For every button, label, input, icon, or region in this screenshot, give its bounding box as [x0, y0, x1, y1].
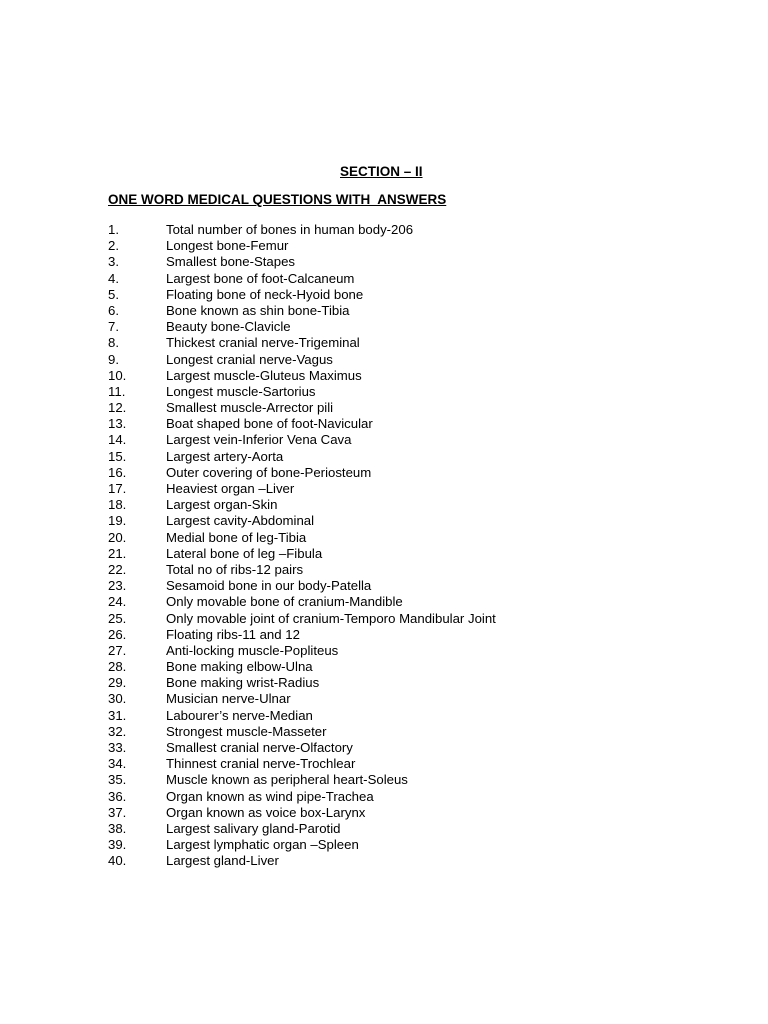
list-item-text: Largest gland-Liver	[166, 853, 279, 869]
list-item-number: 28.	[108, 659, 127, 675]
list-item-text: Smallest bone-Stapes	[166, 254, 296, 270]
list-item-text: Largest bone of foot-Calcaneum	[166, 270, 355, 286]
list-item	[108, 837, 496, 853]
list-item-number: 21.	[108, 545, 127, 561]
list-item-text: Medial bone of leg-Tibia	[166, 529, 307, 545]
list-item	[108, 287, 496, 303]
list-item-number: 2.	[108, 238, 119, 254]
list-item-number: 10.	[108, 367, 127, 383]
list-item	[108, 254, 496, 270]
list-item-text: Largest muscle-Gluteus Maximus	[166, 367, 362, 383]
list-item-number: 34.	[108, 756, 127, 772]
list-item	[108, 271, 496, 287]
list-item	[108, 708, 496, 724]
list-item-text: Bone making elbow-Ulna	[166, 659, 313, 675]
list-item-text: Largest lymphatic organ –Spleen	[166, 837, 359, 853]
list-item-text: Bone making wrist-Radius	[166, 675, 320, 691]
list-item-number: 31.	[108, 707, 127, 723]
list-item-number: 27.	[108, 642, 127, 658]
list-item	[108, 238, 496, 254]
list-item-number: 13.	[108, 416, 127, 432]
list-item-text: Longest cranial nerve-Vagus	[166, 351, 333, 367]
list-item	[108, 789, 496, 805]
list-item-text: Total no of ribs-12 pairs	[166, 561, 304, 577]
list-item-number: 24.	[108, 594, 127, 610]
list-item	[108, 546, 496, 562]
list-item	[108, 530, 496, 546]
list-item	[108, 465, 496, 481]
list-item-number: 17.	[108, 481, 127, 496]
list-item-number: 35.	[108, 772, 127, 788]
list-item	[108, 853, 496, 869]
list-item	[108, 481, 496, 497]
list-item	[108, 675, 496, 691]
list-item-number: 1.	[108, 222, 119, 237]
list-item-text: Largest salivary gland-Parotid	[166, 820, 341, 836]
list-item	[108, 303, 496, 319]
list-item-text: Floating bone of neck-Hyoid bone	[166, 286, 364, 302]
list-item	[108, 772, 496, 788]
list-item-text: Heaviest organ –Liver	[166, 481, 295, 496]
list-item-number: 37.	[108, 804, 127, 820]
list-item-number: 4.	[108, 270, 119, 286]
list-item-number: 33.	[108, 740, 127, 755]
list-item-text: Thickest cranial nerve-Trigeminal	[166, 335, 360, 351]
list-item-number: 32.	[108, 723, 127, 739]
list-item-number: 11.	[108, 383, 126, 399]
list-item-number: 14.	[108, 432, 127, 448]
list-item	[108, 513, 496, 529]
list-item	[108, 805, 496, 821]
list-item-text: Organ known as voice box-Larynx	[166, 804, 366, 820]
list-item-number: 19.	[108, 513, 127, 529]
list-item-text: Boat shaped bone of foot-Navicular	[166, 416, 373, 432]
section-title: SECTION – II	[340, 164, 423, 179]
list-item	[108, 659, 496, 675]
list-item-text: Thinnest cranial nerve-Trochlear	[166, 756, 356, 772]
list-item	[108, 368, 496, 384]
list-item	[108, 594, 496, 610]
list-item	[108, 497, 496, 513]
list-item-number: 23.	[108, 578, 127, 594]
list-item-number: 29.	[108, 675, 127, 691]
list-item	[108, 432, 496, 448]
list-item	[108, 756, 496, 772]
document-heading: ONE WORD MEDICAL QUESTIONS WITH ANSWERS	[108, 192, 447, 207]
list-item-number: 30.	[108, 691, 127, 707]
list-item-number: 18.	[108, 497, 127, 513]
list-item-number: 25.	[108, 610, 127, 626]
list-item	[108, 384, 496, 400]
list-item-number: 39.	[108, 837, 127, 853]
list-item	[108, 643, 496, 659]
list-item-number: 6.	[108, 302, 119, 318]
list-item-text: Smallest muscle-Arrector pili	[166, 400, 334, 416]
list-item-text: Largest artery-Aorta	[166, 448, 284, 464]
list-item-text: Sesamoid bone in our body-Patella	[166, 578, 372, 594]
list-item-text: Organ known as wind pipe-Trachea	[166, 788, 374, 804]
list-item-text: Muscle known as peripheral heart-Soleus	[166, 772, 408, 788]
list-item-text: Smallest cranial nerve-Olfactory	[166, 740, 353, 755]
list-item	[108, 222, 496, 238]
list-item	[108, 319, 496, 335]
list-item	[108, 400, 496, 416]
list-item	[108, 821, 496, 837]
list-item	[108, 449, 496, 465]
list-item	[108, 562, 496, 578]
list-item	[108, 611, 496, 627]
qa-list	[108, 222, 496, 870]
list-item-text: Largest vein-Inferior Vena Cava	[166, 432, 352, 448]
list-item-number: 5.	[108, 286, 119, 302]
list-item-text: Anti-locking muscle-Popliteus	[166, 642, 339, 658]
list-item-number: 8.	[108, 335, 119, 351]
list-item-number: 12.	[108, 400, 127, 416]
list-item-text: Largest cavity-Abdominal	[166, 513, 315, 529]
list-item-number: 22.	[108, 561, 127, 577]
list-item-number: 16.	[108, 464, 127, 480]
list-item-text: Musician nerve-Ulnar	[166, 691, 291, 707]
list-item-text: Floating ribs-11 and 12	[166, 626, 300, 642]
list-item-number: 3.	[108, 254, 119, 270]
list-item	[108, 691, 496, 707]
list-item-text: Only movable joint of cranium-Temporo Mandibular Joint	[166, 610, 496, 626]
list-item-number: 26.	[108, 626, 127, 642]
list-item-text: Only movable bone of cranium-Mandible	[166, 594, 403, 610]
list-item-number: 36.	[108, 788, 127, 804]
list-item-number: 9.	[108, 351, 119, 367]
list-item-text: Longest muscle-Sartorius	[166, 383, 316, 399]
list-item	[108, 740, 496, 756]
list-item-number: 40.	[108, 853, 127, 869]
list-item-text: Lateral bone of leg –Fibula	[166, 545, 323, 561]
list-item	[108, 352, 496, 368]
list-item-text: Outer covering of bone-Periosteum	[166, 464, 372, 480]
list-item	[108, 724, 496, 740]
list-item	[108, 578, 496, 594]
list-item-text: Beauty bone-Clavicle	[166, 319, 291, 335]
list-item-number: 15.	[108, 448, 127, 464]
list-item	[108, 335, 496, 351]
list-item-number: 20.	[108, 529, 127, 545]
list-item-text: Strongest muscle-Masseter	[166, 723, 327, 739]
list-item	[108, 627, 496, 643]
list-item-number: 38.	[108, 820, 127, 836]
list-item-text: Total number of bones in human body-206	[166, 222, 414, 237]
list-item-text: Labourer’s nerve-Median	[166, 707, 313, 723]
list-item	[108, 416, 496, 432]
list-item-number: 7.	[108, 319, 119, 335]
list-item-text: Largest organ-Skin	[166, 497, 278, 513]
list-item-text: Bone known as shin bone-Tibia	[166, 302, 350, 318]
list-item-text: Longest bone-Femur	[166, 238, 289, 254]
